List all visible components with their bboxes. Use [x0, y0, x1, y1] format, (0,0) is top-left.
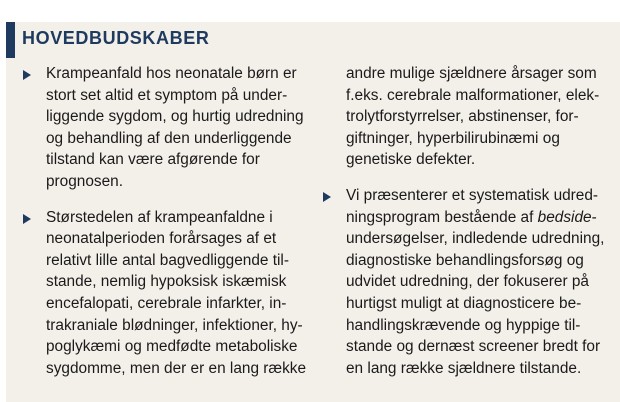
text-line: Krampeanfald hos neonatale børn er	[46, 65, 297, 82]
text-line: liggende sygdom, og hurtig udredning	[46, 108, 304, 126]
text-line: en lang række sjældnere tilstande.	[346, 359, 582, 377]
text-line: stande og dernæst screener bredt for	[346, 338, 601, 356]
bullet-2-continued-text	[346, 63, 600, 171]
text-line: sygdomme, men der er en lang række	[46, 359, 307, 377]
text-line	[346, 207, 595, 229]
text-line: giftninger, hyperbilirubinæmi og	[346, 129, 560, 147]
bullet-2-text	[46, 207, 307, 380]
left-column	[20, 63, 307, 379]
text-line: Vi præsenterer et systematisk udred-	[346, 186, 599, 204]
triangle-bullet-icon	[23, 70, 31, 80]
text-line: undersøgelser, indledende udredning,	[346, 230, 605, 248]
heading-accent-bar	[6, 22, 15, 58]
text-line: andre mulige sjældnere årsager som	[346, 65, 597, 82]
box-heading: HOVEDBUDSKABER	[22, 28, 210, 48]
text-line: udvidet udredning, der fokuserer på	[346, 273, 589, 291]
text-line: og behandling af den underliggende	[46, 129, 292, 147]
triangle-bullet-icon	[23, 214, 31, 224]
text-line: relativt lille antal bagvedliggende til-	[46, 251, 289, 269]
text-fragment: -	[591, 208, 597, 226]
bullet-item-3	[320, 185, 605, 379]
text-line: prognosen.	[46, 172, 124, 190]
text-line: tilstand kan være afgørende for	[46, 151, 260, 169]
bullet-3-text	[346, 185, 605, 379]
text-line: handlingskrævende og hyppige til-	[346, 316, 581, 334]
triangle-bullet-icon	[323, 192, 331, 202]
text-line: encefalopati, cerebrale infarkter, in-	[46, 294, 287, 312]
bullet-2-continuation	[346, 63, 600, 171]
text-line: f.eks. cerebrale malformationer, elek-	[346, 86, 600, 104]
text-line: poglykæmi og medfødte metaboliske	[46, 338, 298, 356]
text-line: diagnostiske behandlingsforsøg og	[346, 251, 584, 269]
bullet-item-1	[20, 63, 304, 193]
text-line: genetiske defekter.	[346, 151, 476, 169]
text-line: neonatalperioden forårsages af et	[46, 230, 277, 248]
text-line: Størstedelen af krampeanfaldne i	[46, 208, 273, 226]
text-line: trakraniale blødninger, infektioner, hy-	[46, 316, 303, 334]
italic-term: bedside	[537, 208, 592, 226]
text-line: trolytforstyrrelser, abstinenser, for-	[346, 108, 579, 126]
bullet-item-2	[20, 207, 307, 380]
text-fragment: ningsprogram bestående af	[346, 208, 538, 226]
text-line: hurtigst muligt at diagnosticere be-	[346, 294, 582, 312]
text-line: stort set altid et symptom på under-	[46, 86, 288, 104]
right-column	[320, 63, 605, 379]
text-line: stande, nemlig hypoksisk iskæmisk	[46, 273, 287, 291]
bullet-1-text	[46, 63, 304, 193]
